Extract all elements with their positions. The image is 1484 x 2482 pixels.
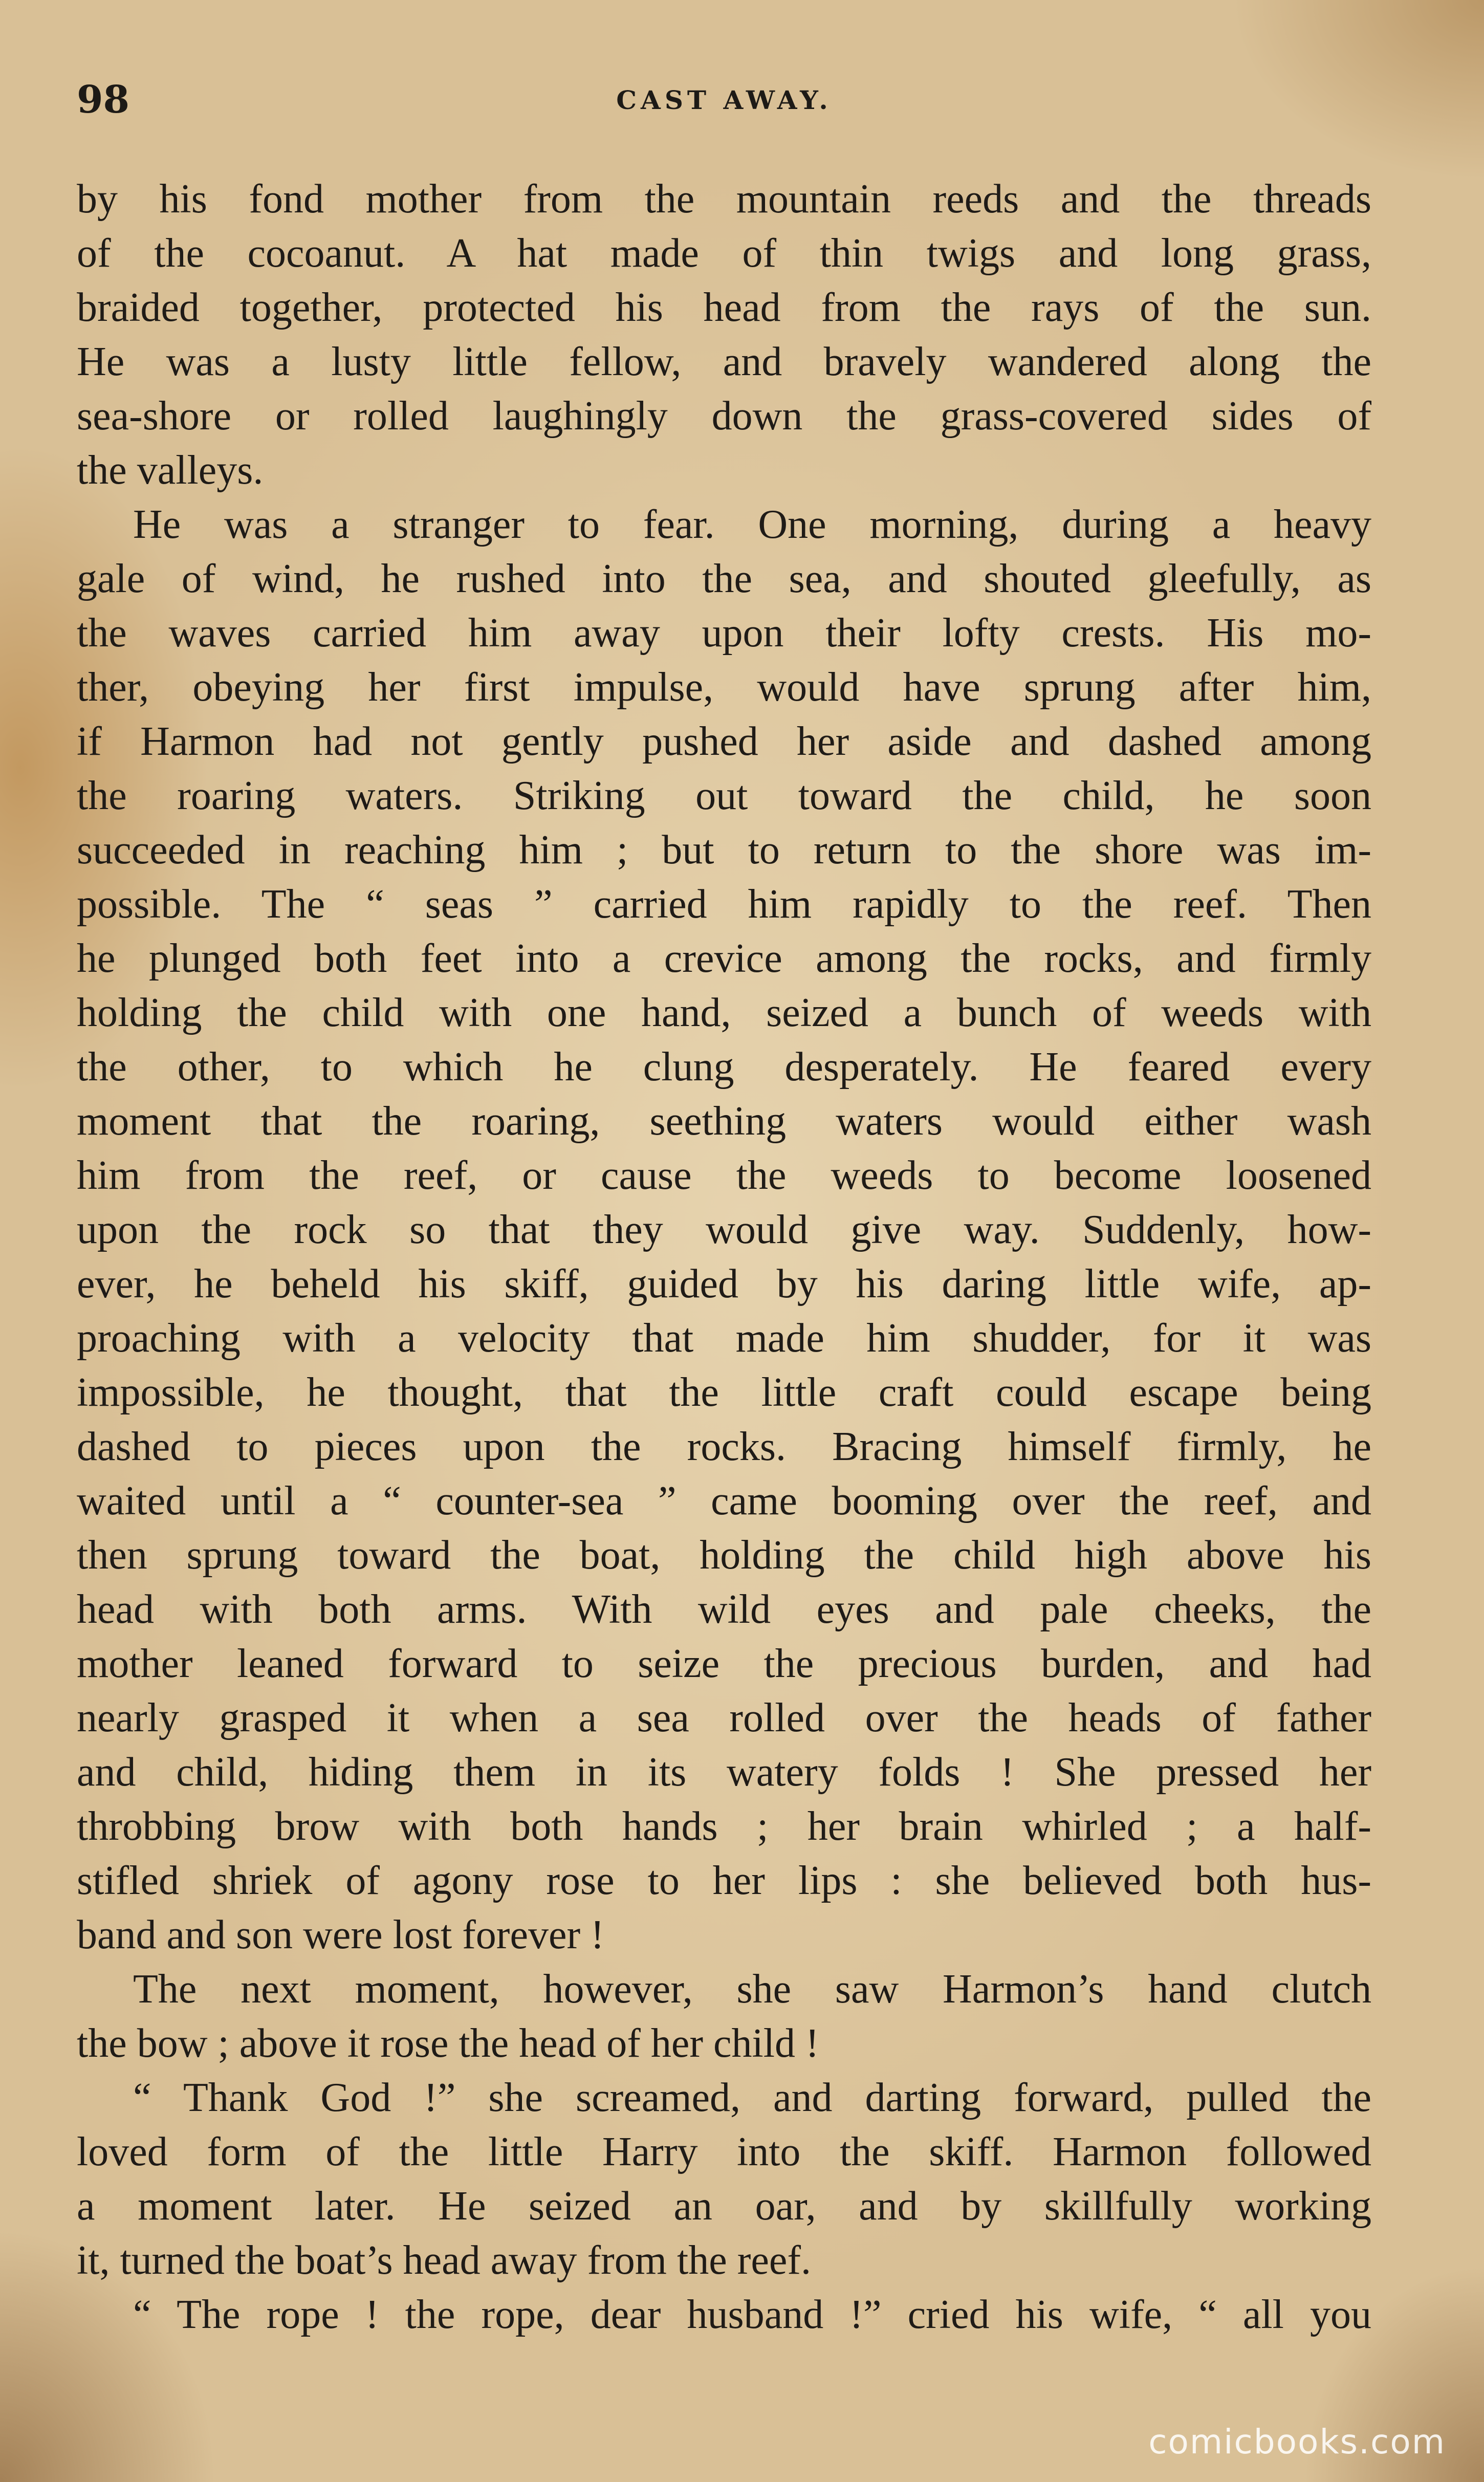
text-line: he plunged both feet into a crevice among the rocks, and firmly xyxy=(77,936,1371,981)
text-line: impossible, he thought, that the little craft could escape being xyxy=(77,1370,1371,1415)
text-line: gale of wind, he rushed into the sea, and shouted gleefully, as xyxy=(77,556,1371,601)
text-line: and child, hiding them in its watery folds ! She pressed her xyxy=(77,1750,1371,1795)
page-number: 98 xyxy=(77,78,129,122)
text-line: sea-shore or rolled laughingly down the grass-covered sides of xyxy=(77,394,1371,439)
text-line: mother leaned forward to seize the precious burden, and had xyxy=(77,1641,1371,1686)
text-line: “ The rope ! the rope, dear husband !” cried his wife, “ all you xyxy=(133,2292,1371,2337)
text-line: nearly grasped it when a sea rolled over the heads of father xyxy=(77,1695,1371,1740)
text-line: braided together, protected his head from the rays of the sun. xyxy=(77,285,1371,330)
text-line: the valleys. xyxy=(77,448,264,493)
text-line: proaching with a velocity that made him shudder, for it was xyxy=(77,1316,1371,1361)
text-line: ever, he beheld his skiff, guided by his daring little wife, ap- xyxy=(77,1261,1371,1307)
text-line: then sprung toward the boat, holding the child high above his xyxy=(77,1533,1371,1578)
text-line: band and son were lost forever ! xyxy=(77,1912,604,1957)
text-line: it, turned the boat’s head away from the reef. xyxy=(77,2238,811,2283)
text-line: possible. The “ seas ” carried him rapidly to the reef. Then xyxy=(77,882,1371,927)
text-line: upon the rock so that they would give way. Suddenly, how- xyxy=(77,1207,1371,1252)
text-line: him from the reef, or cause the weeds to become loosened xyxy=(77,1153,1371,1198)
watermark: comicbooks.com xyxy=(1148,2422,1446,2462)
text-line: of the cocoanut. A hat made of thin twigs and long grass, xyxy=(77,231,1371,276)
text-line: a moment later. He seized an oar, and by skillfully working xyxy=(77,2184,1371,2229)
text-line: stifled shriek of agony rose to her lips : she believed both hus- xyxy=(77,1858,1371,1903)
text-line: loved form of the little Harry into the skiff. Harmon followed xyxy=(77,2129,1371,2174)
text-line: the roaring waters. Striking out toward the child, he soon xyxy=(77,773,1371,818)
text-line: dashed to pieces upon the rocks. Bracing himself firmly, he xyxy=(77,1424,1371,1469)
text-line: “ Thank God !” she screamed, and darting forward, pulled the xyxy=(133,2075,1371,2120)
text-line: the other, to which he clung desperately. He feared every xyxy=(77,1044,1371,1090)
text-line: The next moment, however, she saw Harmon’s hand clutch xyxy=(133,1967,1371,2012)
text-line: He was a lusty little fellow, and bravely wandered along the xyxy=(77,339,1371,384)
text-line: head with both arms. With wild eyes and pale cheeks, the xyxy=(77,1587,1371,1632)
page-header xyxy=(77,77,1371,123)
text-line: holding the child with one hand, seized a bunch of weeds with xyxy=(77,990,1371,1035)
text-line: throbbing brow with both hands ; her brain whirled ; a half- xyxy=(77,1804,1371,1849)
text-line: He was a stranger to fear. One morning, during a heavy xyxy=(133,502,1371,547)
text-line: ther, obeying her first impulse, would have sprung after him, xyxy=(77,665,1371,710)
running-head: CAST AWAY. xyxy=(616,85,832,115)
text-line: the waves carried him away upon their lofty crests. His mo- xyxy=(77,611,1371,656)
text-line: by his fond mother from the mountain reeds and the threads xyxy=(77,177,1371,222)
text-line: succeeded in reaching him ; but to return to the shore was im- xyxy=(77,828,1371,873)
body-text xyxy=(77,172,1371,2342)
text-line: if Harmon had not gently pushed her aside and dashed among xyxy=(77,719,1371,764)
text-line: moment that the roaring, seething waters would either wash xyxy=(77,1099,1371,1144)
text-line: the bow ; above it rose the head of her child ! xyxy=(77,2021,819,2066)
text-line: waited until a “ counter-sea ” came booming over the reef, and xyxy=(77,1478,1371,1523)
